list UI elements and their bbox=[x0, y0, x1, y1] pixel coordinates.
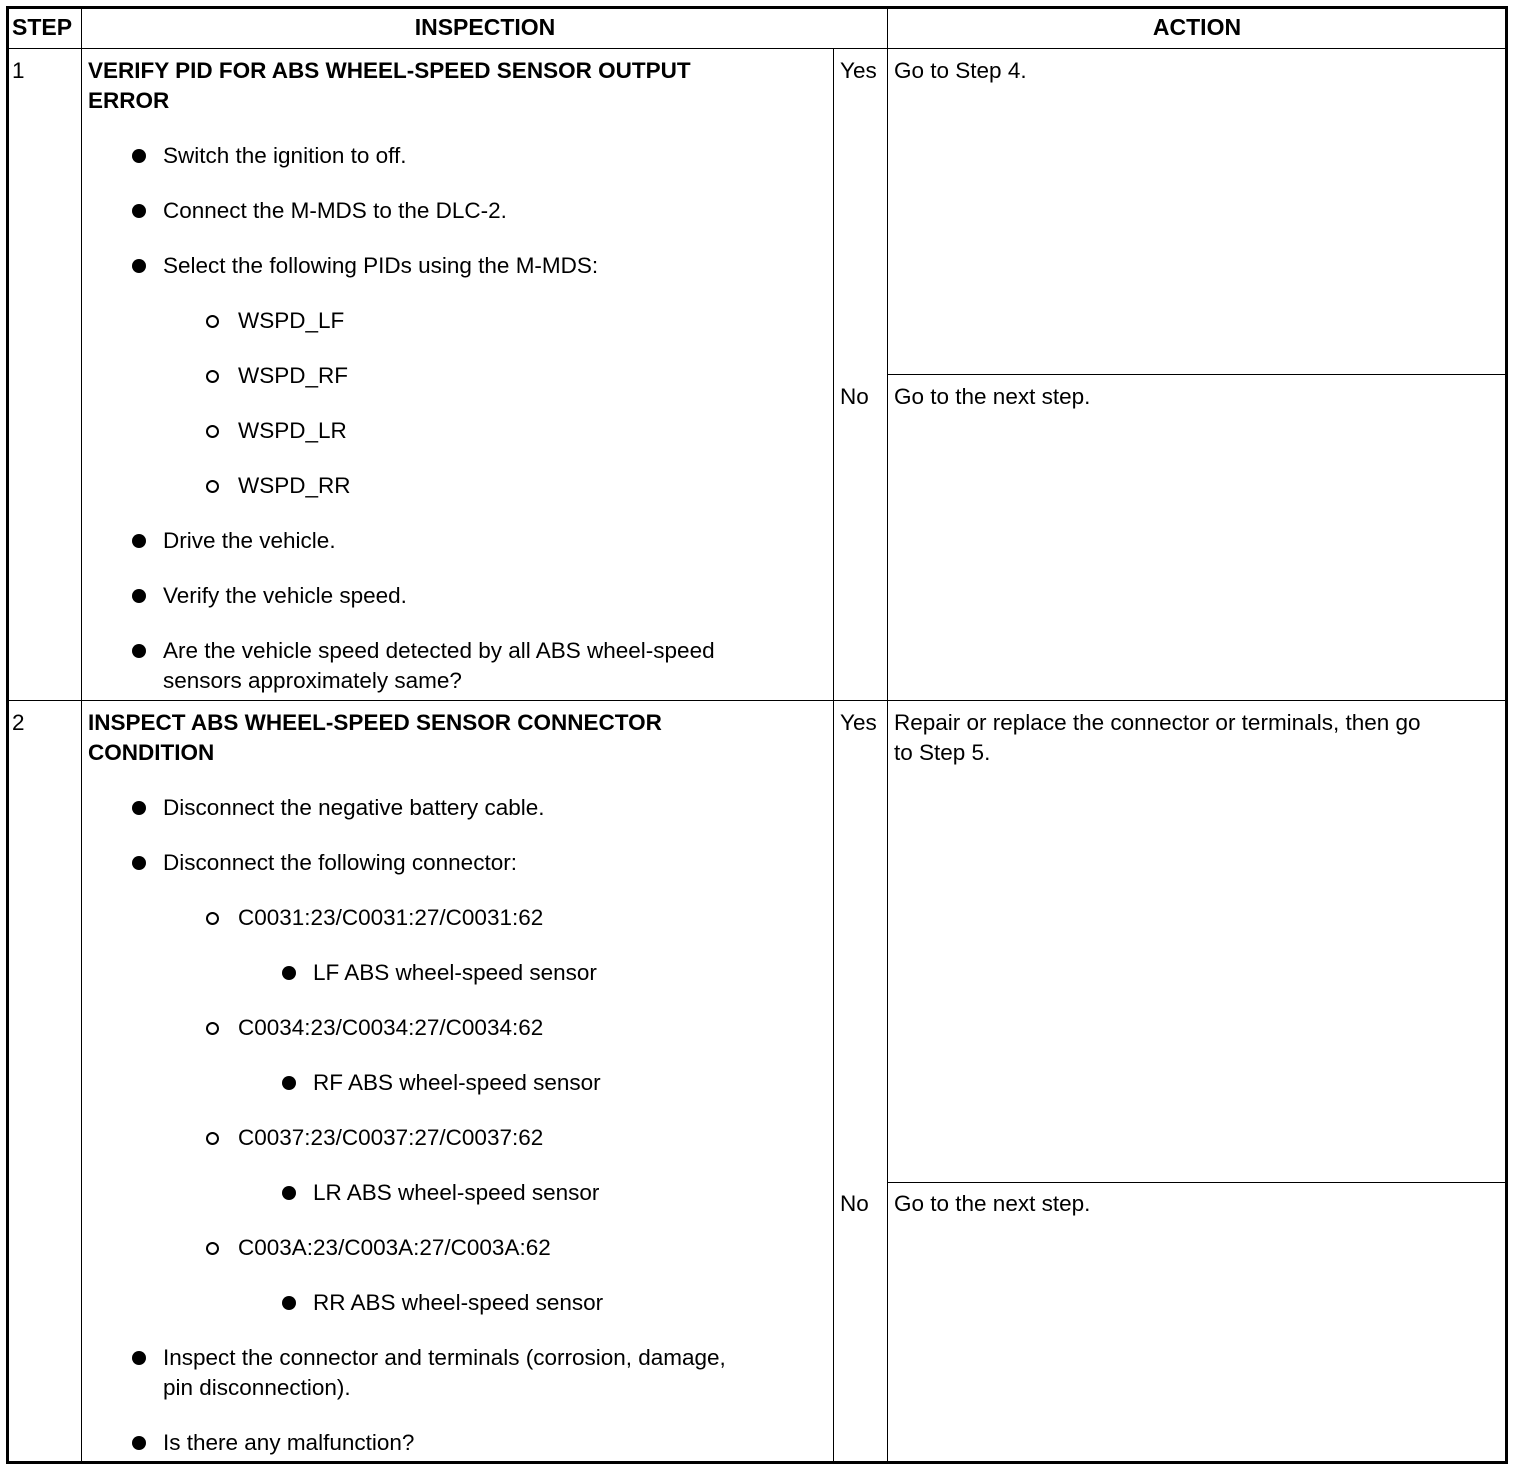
inspection-step: Drive the vehicle. bbox=[163, 528, 336, 553]
circle-bullet-icon bbox=[206, 912, 219, 925]
connector-item: C0037:23/C0037:27/C0037:62 bbox=[238, 1125, 544, 1150]
yes-label: Yes bbox=[840, 710, 877, 735]
yes-action: Repair or replace the connector or terminals, then go bbox=[894, 710, 1421, 735]
bullet-icon bbox=[282, 1186, 296, 1200]
inspection-title: VERIFY PID FOR ABS WHEEL-SPEED SENSOR OUTPUT bbox=[88, 58, 691, 83]
inspection-question: Are the vehicle speed detected by all ABS wheel-speed bbox=[163, 638, 715, 663]
col-divider-yesno bbox=[833, 48, 834, 1462]
row1-yes-no-divider bbox=[887, 374, 1506, 375]
inspection-step: Connect the M-MDS to the DLC-2. bbox=[163, 198, 507, 223]
inspection-step: Select the following PIDs using the M-MDS: bbox=[163, 253, 599, 278]
inspection-step: Switch the ignition to off. bbox=[163, 143, 407, 168]
col-divider-action bbox=[887, 8, 888, 1462]
circle-bullet-icon bbox=[206, 1132, 219, 1145]
bullet-icon bbox=[132, 534, 146, 548]
no-action: Go to the next step. bbox=[894, 384, 1091, 409]
pid-item: WSPD_RR bbox=[238, 473, 351, 498]
inspection-step: Disconnect the following connector: bbox=[163, 850, 517, 875]
circle-bullet-icon bbox=[206, 315, 219, 328]
step-number: 2 bbox=[12, 710, 25, 735]
header-divider bbox=[8, 48, 1506, 49]
bullet-icon bbox=[132, 259, 146, 273]
inspection-step: Verify the vehicle speed. bbox=[163, 583, 407, 608]
circle-bullet-icon bbox=[206, 1242, 219, 1255]
pid-item: WSPD_RF bbox=[238, 363, 349, 388]
yes-label: Yes bbox=[840, 58, 877, 83]
header-step: STEP bbox=[12, 14, 73, 40]
yes-action: Go to Step 4. bbox=[894, 58, 1027, 83]
bullet-icon bbox=[132, 856, 146, 870]
row-divider bbox=[8, 700, 1506, 701]
inspection-step-cont: pin disconnection). bbox=[163, 1375, 351, 1400]
inspection-step: Disconnect the negative battery cable. bbox=[163, 795, 545, 820]
connector-item: C0031:23/C0031:27/C0031:62 bbox=[238, 905, 544, 930]
sensor-item: RR ABS wheel-speed sensor bbox=[313, 1290, 604, 1315]
inspection-step: Inspect the connector and terminals (corrosion, damage, bbox=[163, 1345, 726, 1370]
header-action: ACTION bbox=[1152, 14, 1242, 40]
pid-item: WSPD_LF bbox=[238, 308, 345, 333]
no-label: No bbox=[840, 384, 869, 409]
inspection-title-cont: ERROR bbox=[88, 88, 170, 113]
circle-bullet-icon bbox=[206, 425, 219, 438]
bullet-icon bbox=[132, 1436, 146, 1450]
inspection-question: Is there any malfunction? bbox=[163, 1430, 415, 1455]
row2-yes-no-divider bbox=[887, 1182, 1506, 1183]
circle-bullet-icon bbox=[206, 480, 219, 493]
pid-item: WSPD_LR bbox=[238, 418, 347, 443]
connector-item: C003A:23/C003A:27/C003A:62 bbox=[238, 1235, 551, 1260]
yes-action-cont: to Step 5. bbox=[894, 740, 991, 765]
col-divider-step bbox=[81, 8, 82, 1462]
step-number: 1 bbox=[12, 58, 25, 83]
bullet-icon bbox=[132, 801, 146, 815]
circle-bullet-icon bbox=[206, 370, 219, 383]
no-action: Go to the next step. bbox=[894, 1191, 1091, 1216]
bullet-icon bbox=[282, 1076, 296, 1090]
bullet-icon bbox=[132, 589, 146, 603]
bullet-icon bbox=[132, 204, 146, 218]
sensor-item: RF ABS wheel-speed sensor bbox=[313, 1070, 601, 1095]
inspection-question-cont: sensors approximately same? bbox=[163, 668, 462, 693]
inspection-title-cont: CONDITION bbox=[88, 740, 215, 765]
bullet-icon bbox=[132, 644, 146, 658]
circle-bullet-icon bbox=[206, 1022, 219, 1035]
bullet-icon bbox=[282, 966, 296, 980]
bullet-icon bbox=[282, 1296, 296, 1310]
header-inspection: INSPECTION bbox=[414, 14, 556, 40]
sensor-item: LF ABS wheel-speed sensor bbox=[313, 960, 597, 985]
connector-item: C0034:23/C0034:27/C0034:62 bbox=[238, 1015, 544, 1040]
inspection-title: INSPECT ABS WHEEL-SPEED SENSOR CONNECTOR bbox=[88, 710, 662, 735]
bullet-icon bbox=[132, 1351, 146, 1365]
sensor-item: LR ABS wheel-speed sensor bbox=[313, 1180, 600, 1205]
no-label: No bbox=[840, 1191, 869, 1216]
bullet-icon bbox=[132, 149, 146, 163]
